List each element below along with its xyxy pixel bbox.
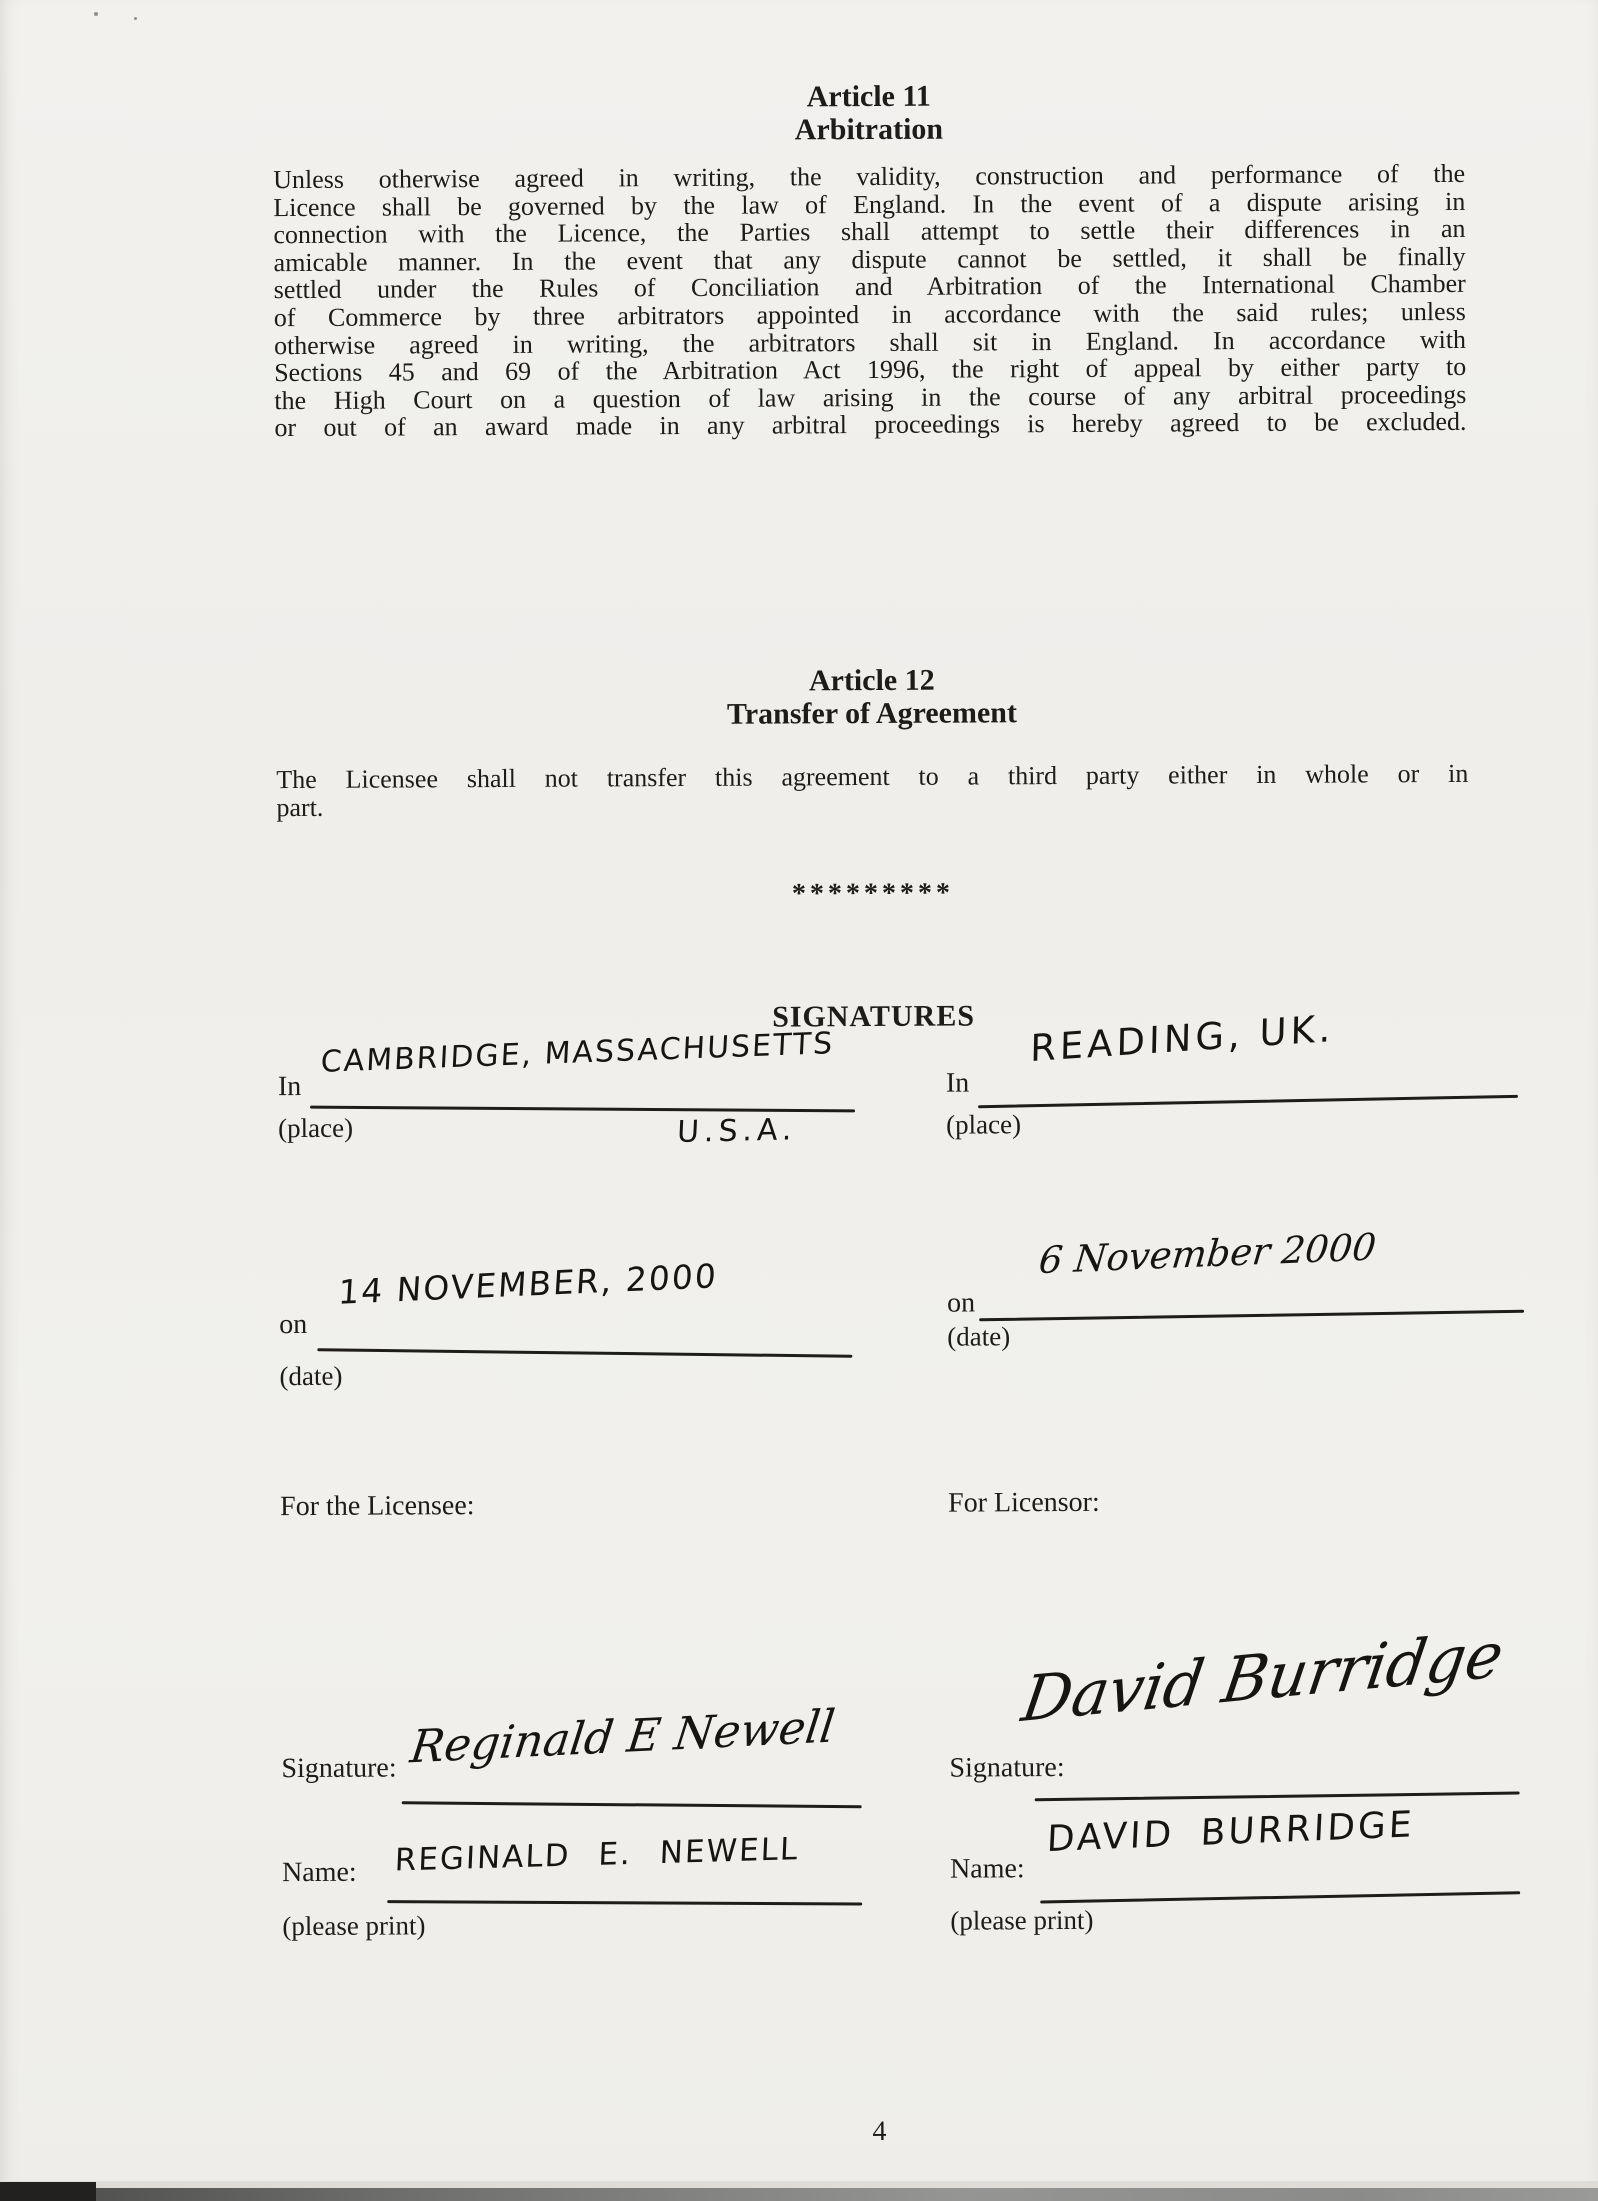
article-11-title: Arbitration [794, 112, 944, 147]
paragraph-line: of Commerce by three arbitrators appointed in accordance with the said rules; unless [273, 296, 1466, 333]
licensee-name-line [387, 1900, 862, 1905]
licensee-party-label: For the Licensee: [280, 1490, 475, 1523]
paragraph-line: amicable manner. In the event that any dispute cannot be settled, it shall be finally [273, 241, 1466, 277]
licensee-signature-handwriting: Reginald E Newell [407, 1699, 838, 1774]
asterisk-separator: ********* [791, 877, 954, 910]
document-content [272, 0, 1509, 2201]
article-11-number: Article 11 [806, 79, 931, 114]
paragraph-line: connection with the Licence, the Parties shall attempt to settle their differences in an [273, 214, 1466, 250]
licensor-name-line [1040, 1891, 1520, 1903]
paragraph-line: Unless otherwise agreed in writing, the validity, construction and performance of the [273, 158, 1466, 195]
licensor-place-line [978, 1095, 1518, 1108]
page-number: 4 [872, 2115, 887, 2148]
article-12-number: Article 12 [808, 663, 935, 698]
scan-bottom-left-corner [0, 2182, 96, 2201]
licensee-name-handwriting: REGINALD E. NEWELL [394, 1831, 800, 1879]
paragraph-line: Sections 45 and 69 of the Arbitration Act 1996, the right of appeal by either party to [274, 352, 1467, 388]
paragraph-line: or out of an award made in any arbitral proceedings is hereby agreed to be excluded. [274, 407, 1467, 443]
licensee-signature-line [402, 1801, 862, 1808]
licensor-name-handwriting: DAVID BURRIDGE [1045, 1804, 1416, 1861]
licensee-print-label: (please print) [282, 1910, 426, 1942]
paragraph-line: otherwise agreed in writing, the arbitrators shall sit in England. In accordance with [273, 324, 1467, 360]
licensor-print-label: (please print) [950, 1904, 1094, 1936]
licensee-date-handwriting: 14 NOVEMBER, 2000 [337, 1256, 719, 1312]
licensor-on-label: on [946, 1287, 976, 1319]
paragraph-line: the High Court on a question of law arising in the course of any arbitral proceedings [274, 379, 1467, 415]
licensor-signature-label: Signature: [949, 1752, 1065, 1784]
licensee-signature-label: Signature: [281, 1752, 397, 1785]
licensor-date-handwriting: 6 November 2000 [1036, 1225, 1379, 1283]
licensor-signature-handwriting: David Burridge [1017, 1617, 1509, 1737]
scan-speck [134, 17, 137, 20]
licensee-on-label: on [279, 1308, 308, 1341]
licensor-signature-line [1035, 1792, 1520, 1802]
licensee-name-label: Name: [281, 1856, 357, 1889]
licensee-place-handwriting-2: U.S.A. [676, 1112, 798, 1151]
scan-speck [94, 12, 98, 16]
licensee-place-label: (place) [278, 1112, 354, 1144]
paragraph-line: Licence shall be governed by the law of England. In the event of a dispute arising in [273, 186, 1466, 222]
signatures-heading: SIGNATURES [772, 999, 976, 1034]
licensee-date-label: (date) [279, 1360, 343, 1392]
licensor-date-line [979, 1310, 1524, 1322]
licensor-place-label: (place) [946, 1109, 1022, 1140]
licensor-in-label: In [945, 1067, 970, 1099]
licensor-name-label: Name: [949, 1853, 1025, 1885]
licensee-in-label: In [277, 1070, 302, 1103]
article-12-title: Transfer of Agreement [726, 696, 1018, 731]
article-12-body [276, 760, 1468, 821]
scan-bottom-edge [0, 2188, 1598, 2201]
licensor-date-label: (date) [947, 1321, 1011, 1352]
licensee-place-line [310, 1106, 855, 1113]
licensor-place-handwriting: READING, UK. [1029, 1006, 1335, 1071]
paragraph-line: settled under the Rules of Conciliation and Arbitration of the International Chamber [273, 269, 1466, 305]
licensee-place-handwriting: CAMBRIDGE, MASSACHUSETTS [319, 1025, 836, 1080]
article-11-body [273, 160, 1466, 442]
paragraph-line: The Licensee shall not transfer this agreement to a third party either in whole or in [276, 758, 1469, 795]
paragraph-line: part. [276, 792, 324, 822]
licensor-party-label: For Licensor: [948, 1486, 1100, 1519]
licensee-date-line [317, 1348, 852, 1358]
